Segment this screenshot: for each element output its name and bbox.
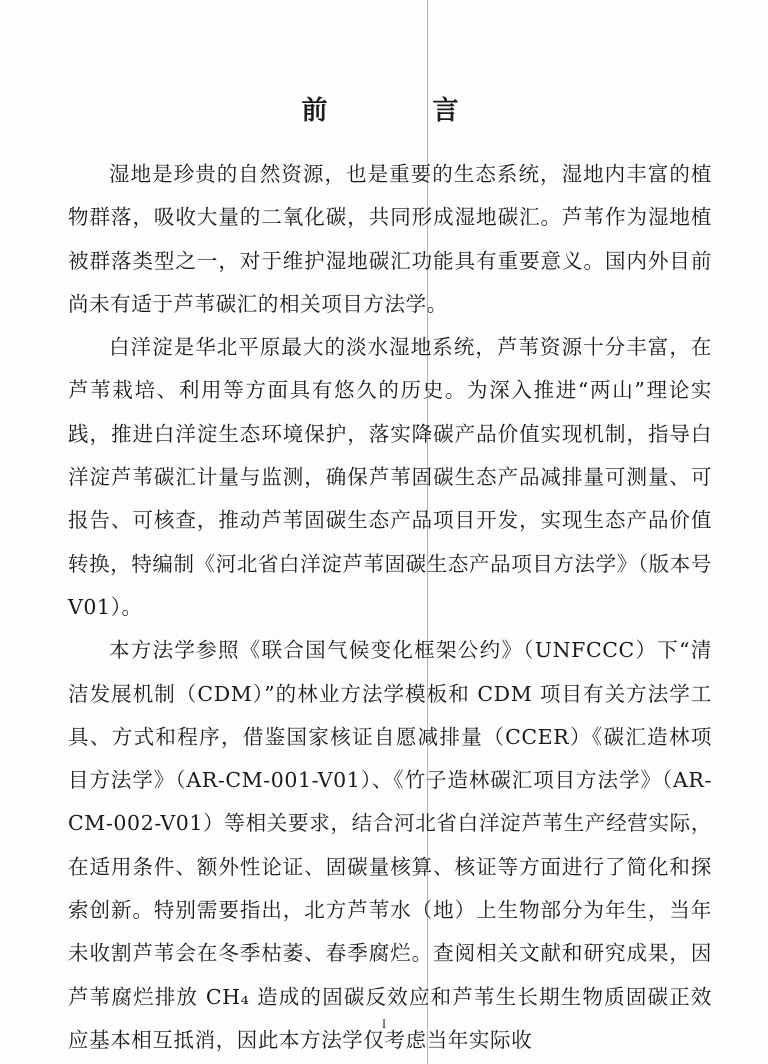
paragraph-2: 白洋淀是华北平原最大的淡水湿地系统，芦苇资源十分丰富，在芦苇栽培、利用等方面具有悠久的历史。为深入推进“两山”理论实践，推进白洋淀生态环境保护，落实降碳产品价值实现机制，指导白洋淀芦苇碳汇计量与监测，确保芦苇固碳生态产品减排量可测量、可报告、可核查，推动芦苇固碳生态产品项目开发，实现生态产品价值转换，特编制《河北省白洋淀芦苇固碳生态产品项目方法学》（版本号 V01）。 bbox=[68, 335, 712, 619]
paragraph-1: 湿地是珍贵的自然资源，也是重要的生态系统，湿地内丰富的植物群落，吸收大量的二氧化碳，共同形成湿地碳汇。芦苇作为湿地植被群落类型之一，对于维护湿地碳汇功能具有重要意义。国内外目前尚未有适于芦苇碳汇的相关项目方法学。 bbox=[68, 162, 712, 316]
paragraph-3: 本方法学参照《联合国气候变化框架公约》（UNFCCC）下“清洁发展机制（CDM）”的林业方法学模板和 CDM 项目有关方法学工具、方式和程序，借鉴国家核证自愿减排量（CCER）《碳汇造林项目方法学》（AR-CM-001-V01）、《竹子造林碳汇项目方法学》（AR-CM-002-V01）等相关要求，结合河北省白洋淀芦苇生产经营实际，在适用条件、额外性论证、固碳量核算、核证等方面进行了简化和探索创新。特别需要指出，北方芦苇水（地）上生物部分为年生，当年未收割芦苇会在冬季枯萎、春季腐烂。查阅相关文献和研究成果，因芦苇腐烂排放 CH₄ 造成的固碳反效应和芦苇生长期生物质固碳正效应基本相互抵消，因此本方法学仅考虑当年实际收 bbox=[68, 638, 712, 1052]
page-number: I bbox=[381, 1016, 387, 1031]
page-title: 前 言 bbox=[301, 96, 507, 126]
body-text bbox=[68, 153, 712, 1062]
